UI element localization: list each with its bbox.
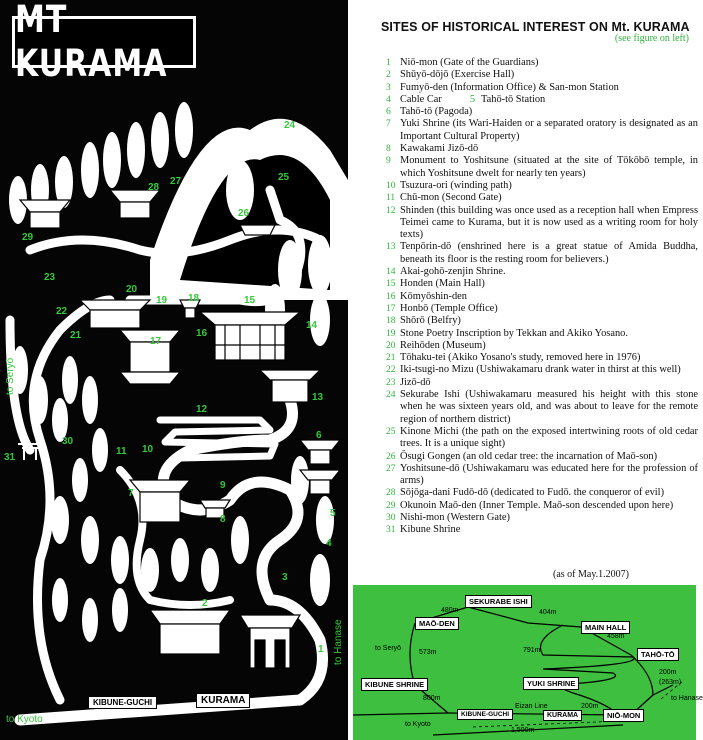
map-marker: 31 (4, 452, 16, 463)
map-marker: 7 (128, 488, 134, 499)
site-number: 19 (386, 328, 396, 339)
site-number: 6 (386, 107, 391, 118)
route-distance: 458m (607, 633, 625, 640)
site-item (386, 241, 698, 266)
route-distance: 800m (423, 695, 441, 702)
site-description: Yuki Shrine (its Wari-Haiden or a separated oratory is designated as an Important Cultural Property) (400, 118, 698, 142)
as-of-date: (as of May.1.2007) (553, 569, 630, 580)
sites-title: SITES OF HISTORICAL INTEREST ON Mt. KURAMA (381, 20, 690, 34)
map-marker: 26 (238, 208, 250, 219)
site-number: 24 (386, 390, 396, 401)
site-description-part: Cable Car (400, 93, 442, 105)
map-title-text: MT KURAMA (15, 0, 168, 86)
site-item (386, 389, 698, 426)
site-item (386, 82, 698, 94)
site-description: Shōrō (Belfry) (400, 315, 461, 327)
map-label-to-hanase: to Hanase (333, 619, 344, 665)
map-marker: 8 (220, 514, 226, 525)
site-item (386, 487, 698, 499)
route-label-to-hanase: to Hanase (671, 695, 703, 702)
site-number: 1 (386, 58, 391, 68)
site-number: 4 (386, 94, 391, 105)
map-marker: 22 (56, 306, 68, 317)
site-description: Tōhaku-tei (Akiko Yosano's study, removed here in 1976) (400, 352, 641, 364)
site-number: 3 (386, 82, 391, 93)
site-number: 26 (386, 451, 396, 462)
site-description: Yoshitsune-dō (Ushiwakamaru was educated here for the profession of arms) (400, 462, 698, 487)
site-number: 2 (386, 70, 391, 81)
map-marker: 6 (316, 430, 322, 441)
map-marker: 4 (326, 538, 332, 549)
site-description: Reihōden (Museum) (400, 339, 486, 351)
site-description: Shūyō-dōjō (Exercise Hall) (400, 69, 515, 81)
route-sign-kibune-shrine: KIBUNE SHRINE (361, 678, 428, 691)
route-sign-kibune-guchi: KIBUNE-GUCHI (457, 709, 513, 720)
route-label-eizan-line: Eizan Line (515, 703, 548, 710)
map-marker: 28 (148, 182, 160, 193)
site-number: 27 (386, 463, 396, 474)
site-description: Fumyō-den (Information Office) & San-mon Station (400, 81, 619, 93)
site-item (386, 303, 698, 315)
site-item (386, 352, 698, 364)
map-marker: 11 (116, 446, 127, 457)
map-marker: 10 (142, 444, 154, 455)
site-item (386, 500, 698, 512)
site-number: 28 (386, 488, 396, 499)
site-item (386, 266, 698, 278)
site-description-part: Tahō-tō Station (481, 93, 546, 105)
route-sign-nio-mon: NIŌ-MON (603, 709, 644, 722)
site-item (386, 205, 698, 242)
site-number: 7 (386, 119, 391, 130)
site-description: Kinone Michi (the path on the exposed intertwining roots of old cedar trees. It is a unique sight) (400, 425, 698, 450)
site-item (386, 118, 698, 143)
station-sign-kurama: KURAMA (196, 693, 250, 708)
site-description: Chū-mon (Second Gate) (400, 192, 502, 204)
site-description: Akai-gohō-zenjin Shrine. (400, 266, 506, 278)
site-number: 10 (386, 180, 396, 191)
map-marker: 1 (318, 644, 324, 655)
route-distance: 404m (539, 609, 557, 616)
station-sign-kibune-guchi: KIBUNE-GUCHI (88, 696, 157, 709)
site-item (386, 291, 698, 303)
map-marker: 29 (22, 232, 34, 243)
route-distance: 1,500m (511, 727, 535, 734)
site-description: Kawakami Jizō-dō (400, 143, 479, 155)
map-marker: 23 (44, 272, 56, 283)
map-marker: 25 (278, 172, 290, 183)
site-number: 13 (386, 242, 396, 253)
site-item (386, 315, 698, 327)
site-item (386, 155, 698, 180)
site-number: 12 (386, 205, 396, 216)
route-sign-taho-to: TAHŌ-TŌ (637, 648, 679, 661)
site-number: 8 (386, 144, 391, 155)
site-description: Ōsugi Gongen (an old cedar tree: the incarnation of Maō-son) (400, 450, 658, 462)
route-distance: 200m (581, 703, 599, 710)
site-item (386, 340, 698, 352)
site-description: Stone Poetry Inscription by Tekkan and Akiko Yosano. (400, 327, 628, 339)
site-number: 16 (386, 291, 396, 302)
route-distance: 480m (441, 607, 459, 614)
map-marker: 21 (70, 330, 82, 341)
route-sign-sekurabe-ishi: SEKURABE ISHI (465, 595, 532, 608)
route-sign-main-hall: MAIN HALL (581, 621, 630, 634)
site-item (386, 180, 698, 192)
route-sign-yuki-shrine: YUKI SHRINE (523, 677, 579, 690)
site-number: 22 (386, 365, 396, 376)
site-description (400, 94, 698, 106)
map-marker: 9 (220, 480, 226, 491)
map-marker: 20 (126, 284, 138, 295)
site-description: Shinden (this building was once used as a reception hall when Empress Teimei came to Kurama, but it is now used as a writing room for holy texts) (400, 204, 698, 241)
site-description: Sōjōga-dani Fudō-dō (dedicated to Fudō. the conqueror of evil) (400, 487, 665, 499)
map-marker: 15 (244, 295, 256, 306)
site-number: 11 (386, 193, 396, 204)
site-number: 25 (386, 426, 396, 437)
sites-subtitle: (see figure on left) (614, 33, 689, 44)
site-number: 18 (386, 316, 396, 327)
route-sign-kurama: KURAMA (543, 710, 582, 721)
site-description: Iki-tsugi-no Mizu (Ushiwakamaru drank water in thirst at this well) (400, 364, 681, 376)
map-marker: 30 (62, 436, 74, 447)
site-item (386, 106, 698, 118)
site-number: 31 (386, 525, 396, 536)
map-marker: 3 (282, 572, 288, 583)
illustrated-map (0, 0, 348, 740)
site-description: Tahō-tō (Pagoda) (400, 106, 473, 118)
site-item (386, 192, 698, 204)
site-number: 21 (386, 353, 396, 364)
route-distance: 573m (419, 649, 437, 656)
route-map (353, 585, 703, 740)
site-number: 9 (386, 156, 391, 167)
site-item (386, 94, 698, 106)
site-item (386, 524, 698, 536)
site-item (386, 328, 698, 340)
map-marker: 19 (156, 295, 168, 306)
site-number: 5 (469, 93, 476, 105)
map-marker: 27 (170, 176, 182, 187)
map-label-to-seryo: to Seryō (5, 357, 16, 395)
site-description: Tenpōrin-dō (enshrined here is a great statue of Amida Buddha, beneath its floor is the resting room for believers.) (400, 241, 698, 265)
map-marker: 5 (330, 508, 336, 519)
route-distance: 200m (659, 669, 677, 676)
map-artwork (0, 0, 348, 740)
site-item (386, 451, 698, 463)
site-item (386, 57, 698, 69)
site-description: Monument to Yoshitsune (situated at the site of Tōkōbō temple, in which Yoshitsune dwelt for nearly ten years) (400, 155, 698, 179)
site-item (386, 69, 698, 81)
route-label-to-kyoto: to Kyoto (405, 721, 431, 728)
site-number: 23 (386, 377, 396, 388)
site-item (386, 364, 698, 376)
site-description: Honbō (Temple Office) (400, 302, 498, 314)
site-number: 20 (386, 340, 396, 351)
site-number: 30 (386, 512, 396, 523)
map-marker: 13 (312, 392, 324, 403)
site-item (386, 278, 698, 290)
map-title (12, 0, 196, 86)
site-description: Sekurabe Ishi (Ushiwakamaru measured his height with this stone when he was sixteen years old, and was about to leave for the remote region of northern district) (400, 389, 698, 425)
site-number: 17 (386, 303, 396, 314)
map-marker: 18 (188, 293, 200, 304)
site-description: Kibune Shrine (400, 524, 461, 536)
sites-list (386, 57, 698, 537)
site-item (386, 463, 698, 488)
site-number: 14 (386, 267, 396, 278)
sites-panel (348, 0, 701, 740)
site-description: Jizō-dō (400, 376, 431, 388)
route-distance: (263m) (659, 679, 682, 686)
site-description: Kōmyōshin-den (400, 290, 467, 302)
route-label-to-seryo: to Seryō (375, 645, 402, 652)
site-number: 29 (386, 500, 396, 511)
route-distance: 791m (523, 647, 541, 654)
map-marker: 14 (306, 320, 318, 331)
route-map-lines (353, 585, 696, 740)
site-description: Nishi-mon (Western Gate) (400, 511, 510, 523)
site-item (386, 377, 698, 389)
site-description: Okunoin Maō-den (Inner Temple. Maō-son descended upon here) (400, 499, 674, 511)
site-description: Niō-mon (Gate of the Guardians) (400, 57, 539, 68)
site-item (386, 143, 698, 155)
site-item (386, 426, 698, 451)
map-marker: 17 (150, 336, 162, 347)
route-sign-mao-den: MAŌ-DEN (415, 617, 459, 630)
map-label-to-kyoto: to Kyoto (6, 714, 43, 725)
site-description: Honden (Main Hall) (400, 278, 485, 290)
map-marker: 16 (196, 328, 208, 339)
map-marker: 12 (196, 404, 208, 415)
map-marker: 24 (284, 120, 296, 131)
site-number: 15 (386, 279, 396, 290)
site-item (386, 512, 698, 524)
site-description: Tsuzura-ori (winding path) (400, 179, 512, 191)
map-marker: 2 (202, 598, 208, 609)
